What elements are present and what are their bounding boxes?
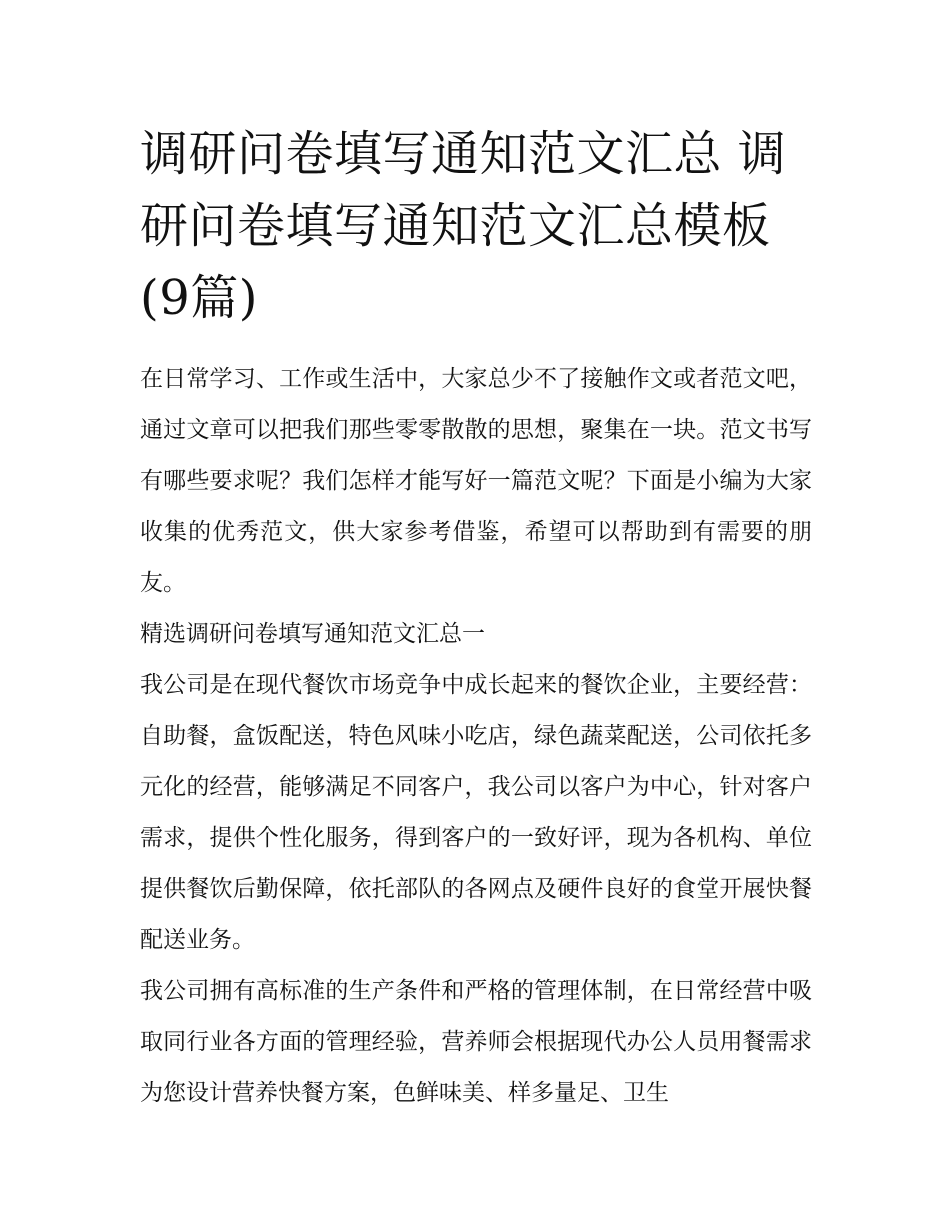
- section-heading: 精选调研问卷填写通知范文汇总一: [140, 621, 485, 647]
- body-paragraph-1: 我公司是在现代餐饮市场竞争中成长起来的餐饮企业，主要经营：自助餐，盒饭配送，特色风味小吃店，绿色蔬菜配送，公司依托多元化的经营，能够满足不同客户，我公司以客户为中心，针对客户需求，提供个性化服务，得到客户的一致好评，现为各机构、单位提供餐饮后勤保障，依托部队的各网点及硬件良好的食堂开展快餐配送业务。: [140, 672, 812, 953]
- document-body: [140, 354, 812, 1119]
- body-paragraph-2: 我公司拥有高标准的生产条件和严格的管理体制，在日常经营中吸取同行业各方面的管理经验，营养师会根据现代办公人员用餐需求为您设计营养快餐方案，色鲜味美、样多量足、卫生: [140, 978, 812, 1106]
- intro-paragraph: 在日常学习、工作或生活中，大家总少不了接触作文或者范文吧，通过文章可以把我们那些零零散散的思想，聚集在一块。范文书写有哪些要求呢？我们怎样才能写好一篇范文呢？下面是小编为大家收集的优秀范文，供大家参考借鉴，希望可以帮助到有需要的朋友。: [140, 366, 812, 596]
- document-page: [140, 118, 812, 1119]
- document-title: 调研问卷填写通知范文汇总 调研问卷填写通知范文汇总模板(9篇): [140, 126, 787, 326]
